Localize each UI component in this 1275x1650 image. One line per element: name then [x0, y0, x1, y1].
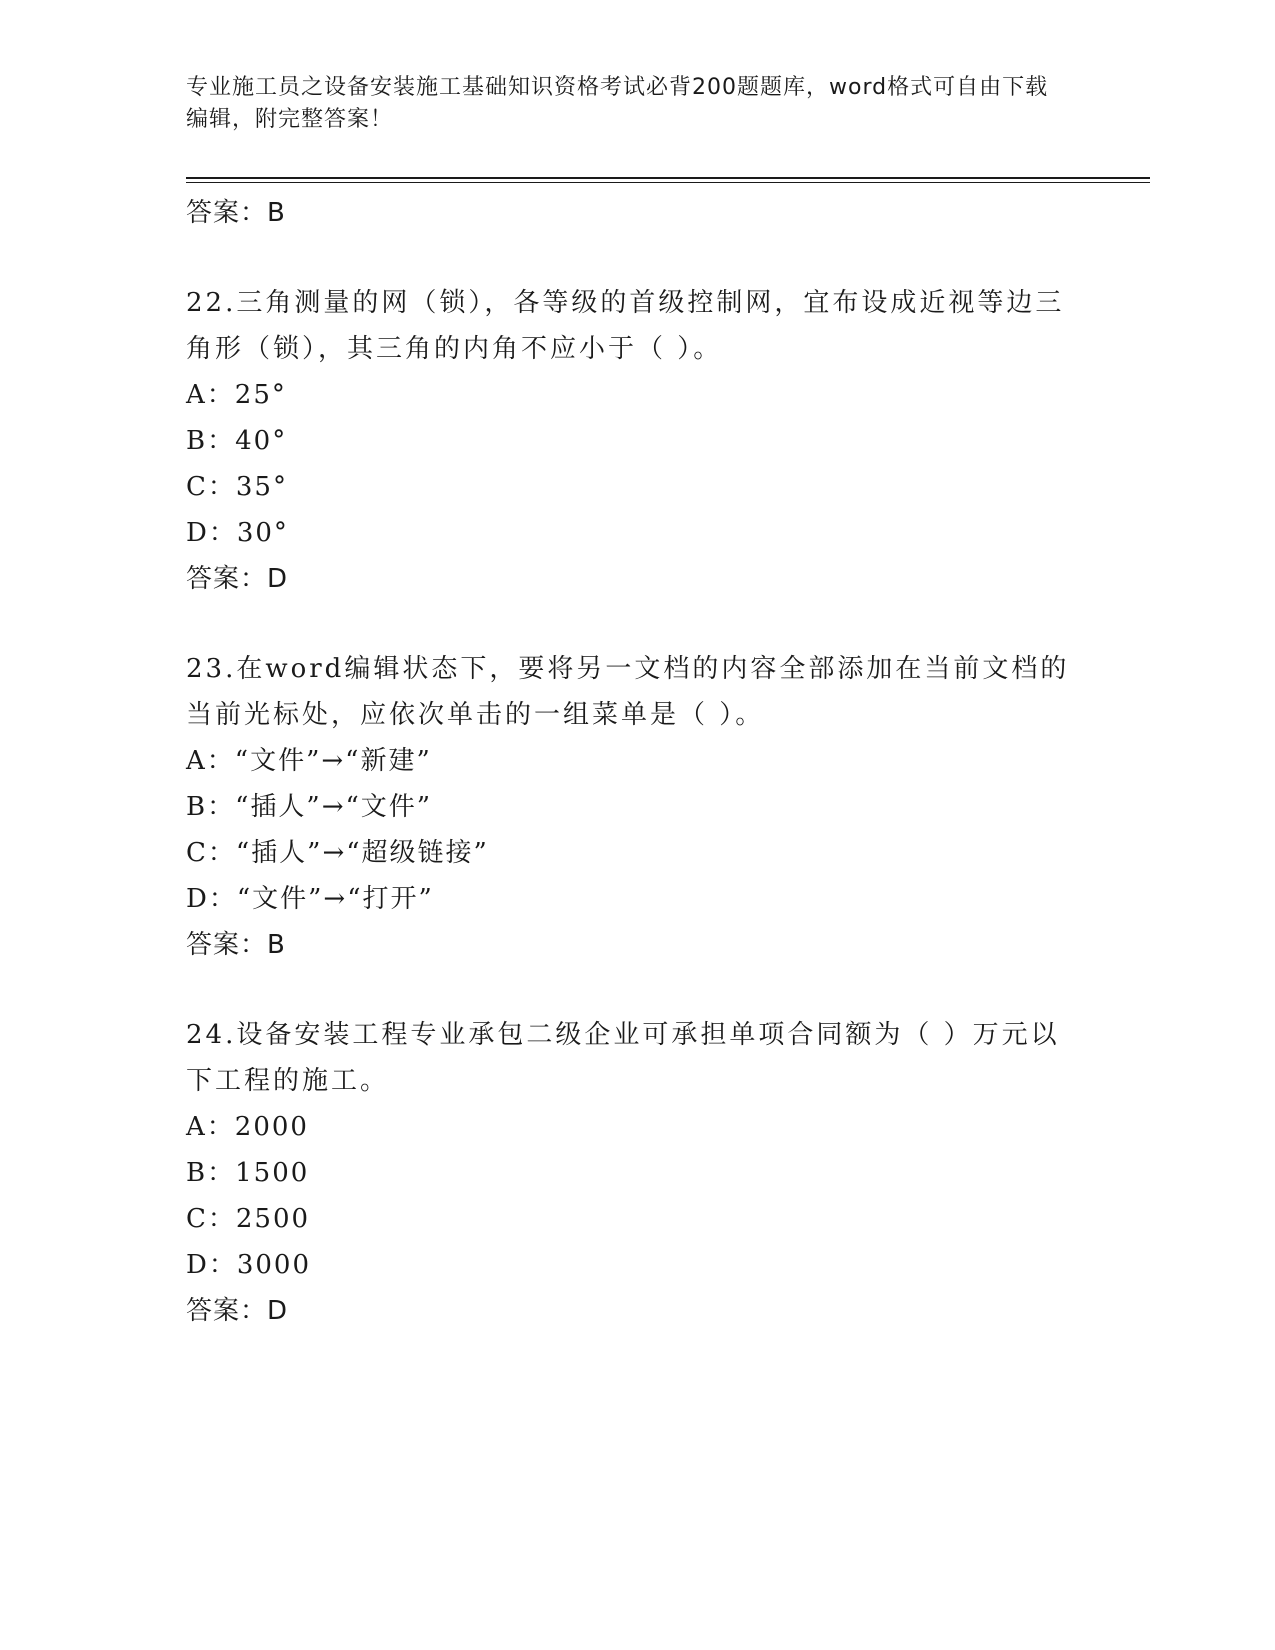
question-block — [186, 280, 1086, 602]
spacer — [186, 236, 1086, 280]
header-text: 专业施工员之设备安装施工基础知识资格考试必背200题题库，word格式可自由下载编辑，附完整答案！ — [186, 75, 1049, 132]
option-c: C：2500 — [186, 1204, 311, 1234]
question-block — [186, 646, 1086, 968]
answer-line: 答案：B — [186, 930, 286, 960]
option-b: B：40° — [186, 426, 288, 456]
question-text: 23.在word编辑状态下，要将另一文档的内容全部添加在当前文档的当前光标处，应依次单击的一组菜单是（ ）。 — [186, 654, 1070, 730]
option-c: C：“插人”→“超级链接” — [186, 838, 489, 868]
header-divider — [186, 177, 1150, 183]
option-b: B：“插人”→“文件” — [186, 792, 433, 822]
spacer — [186, 602, 1086, 646]
option-d: D：30° — [186, 518, 289, 548]
answer-line: 答案：D — [186, 564, 289, 594]
spacer — [186, 968, 1086, 1012]
question-block — [186, 1012, 1086, 1334]
answer-line: 答案：B — [186, 198, 286, 228]
option-d: D：3000 — [186, 1250, 312, 1280]
page-header — [186, 72, 1066, 136]
document-body — [186, 190, 1086, 1334]
answer-line: 答案：D — [186, 1296, 289, 1326]
option-a: A：25° — [186, 380, 287, 410]
option-d: D：“文件”→“打开” — [186, 884, 434, 914]
option-c: C：35° — [186, 472, 288, 502]
option-a: A：2000 — [186, 1112, 309, 1142]
question-text: 22.三角测量的网（锁），各等级的首级控制网，宜布设成近视等边三角形（锁），其三角的内角不应小于（ ）。 — [186, 288, 1065, 364]
question-text: 24.设备安装工程专业承包二级企业可承担单项合同额为（ ）万元以下工程的施工。 — [186, 1020, 1060, 1096]
option-a: A：“文件”→“新建” — [186, 746, 432, 776]
option-b: B：1500 — [186, 1158, 310, 1188]
